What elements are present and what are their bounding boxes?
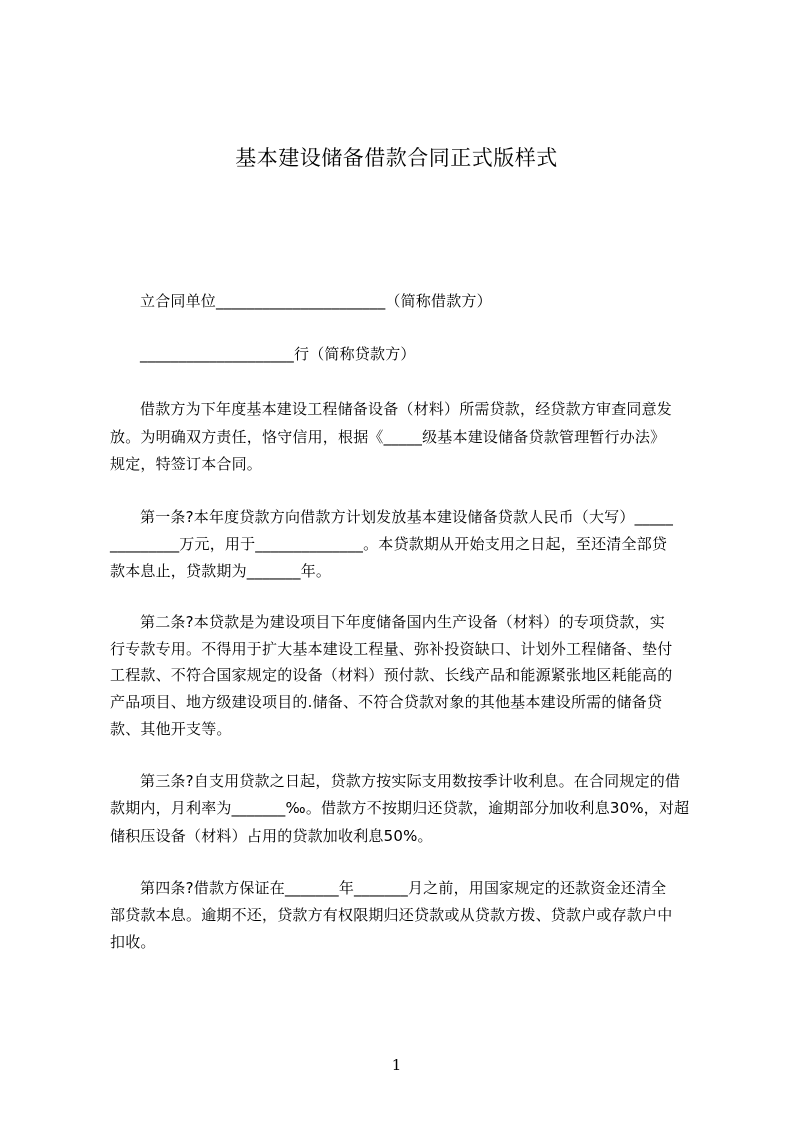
article-2-line-5: 款、其他开支等。: [110, 720, 232, 738]
article-1-line-1: 第一条?本年度贷款方向借款方计划发放基本建设储备贷款人民币（大写）_____: [140, 508, 674, 526]
article-3-line-2: 款期内，月利率为_______‰。借款方不按期归还贷款，逾期部分加收利息30%，对超: [110, 799, 690, 817]
preamble-line-3: 规定，特签订本合同。: [110, 455, 263, 473]
article-4-line-1: 第四条?借款方保证在_______年_______月之前，用国家规定的还款资金还清全: [140, 879, 667, 897]
article-4-line-3: 扣收。: [110, 933, 156, 951]
article-1-line-3: 款本息止，贷款期为_______年。: [110, 562, 332, 580]
article-4-line-2: 部贷款本息。逾期不还，贷款方有权限期归还贷款或从贷款方拨、贷款户或存款户中: [110, 906, 673, 924]
document-title: 基本建设储备借款合同正式版样式: [235, 146, 558, 170]
preamble-line-1: 借款方为下年度基本建设工程储备设备（材料）所需贷款，经贷款方审查同意发: [140, 400, 673, 418]
article-2-line-1: 第二条?本贷款是为建设项目下年度储备国内生产设备（材料）的专项贷款，实: [140, 613, 665, 631]
page-number: 1: [391, 1056, 402, 1074]
contract-party-lender-line: ____________________行（简称贷款方）: [140, 345, 416, 363]
article-2-line-4: 产品项目、地方级建设项目的.储备、不符合贷款对象的其他基本建设所需的储备贷: [110, 693, 663, 711]
preamble-line-2: 放。为明确双方责任，恪守信用，根据《_____级基本建设储备贷款管理暂行办法》: [110, 428, 666, 446]
article-3-line-1: 第三条?自支用贷款之日起，贷款方按实际支用数按季计收利息。在合同规定的借: [140, 772, 681, 790]
article-1-line-2: _________万元，用于______________。本贷款期从开始支用之日起，至还清全部贷: [110, 535, 668, 553]
article-2-line-2: 行专款专用。不得用于扩大基本建设工程量、弥补投资缺口、计划外工程储备、垫付: [110, 640, 673, 658]
contract-party-borrower-line: 立合同单位______________________（简称借款方）: [140, 292, 492, 310]
article-2-line-3: 工程款、不符合国家规定的设备（材料）预付款、长线产品和能源紧张地区耗能高的: [110, 666, 673, 684]
article-3-line-3: 储积压设备（材料）占用的贷款加收利息50%。: [110, 827, 433, 845]
